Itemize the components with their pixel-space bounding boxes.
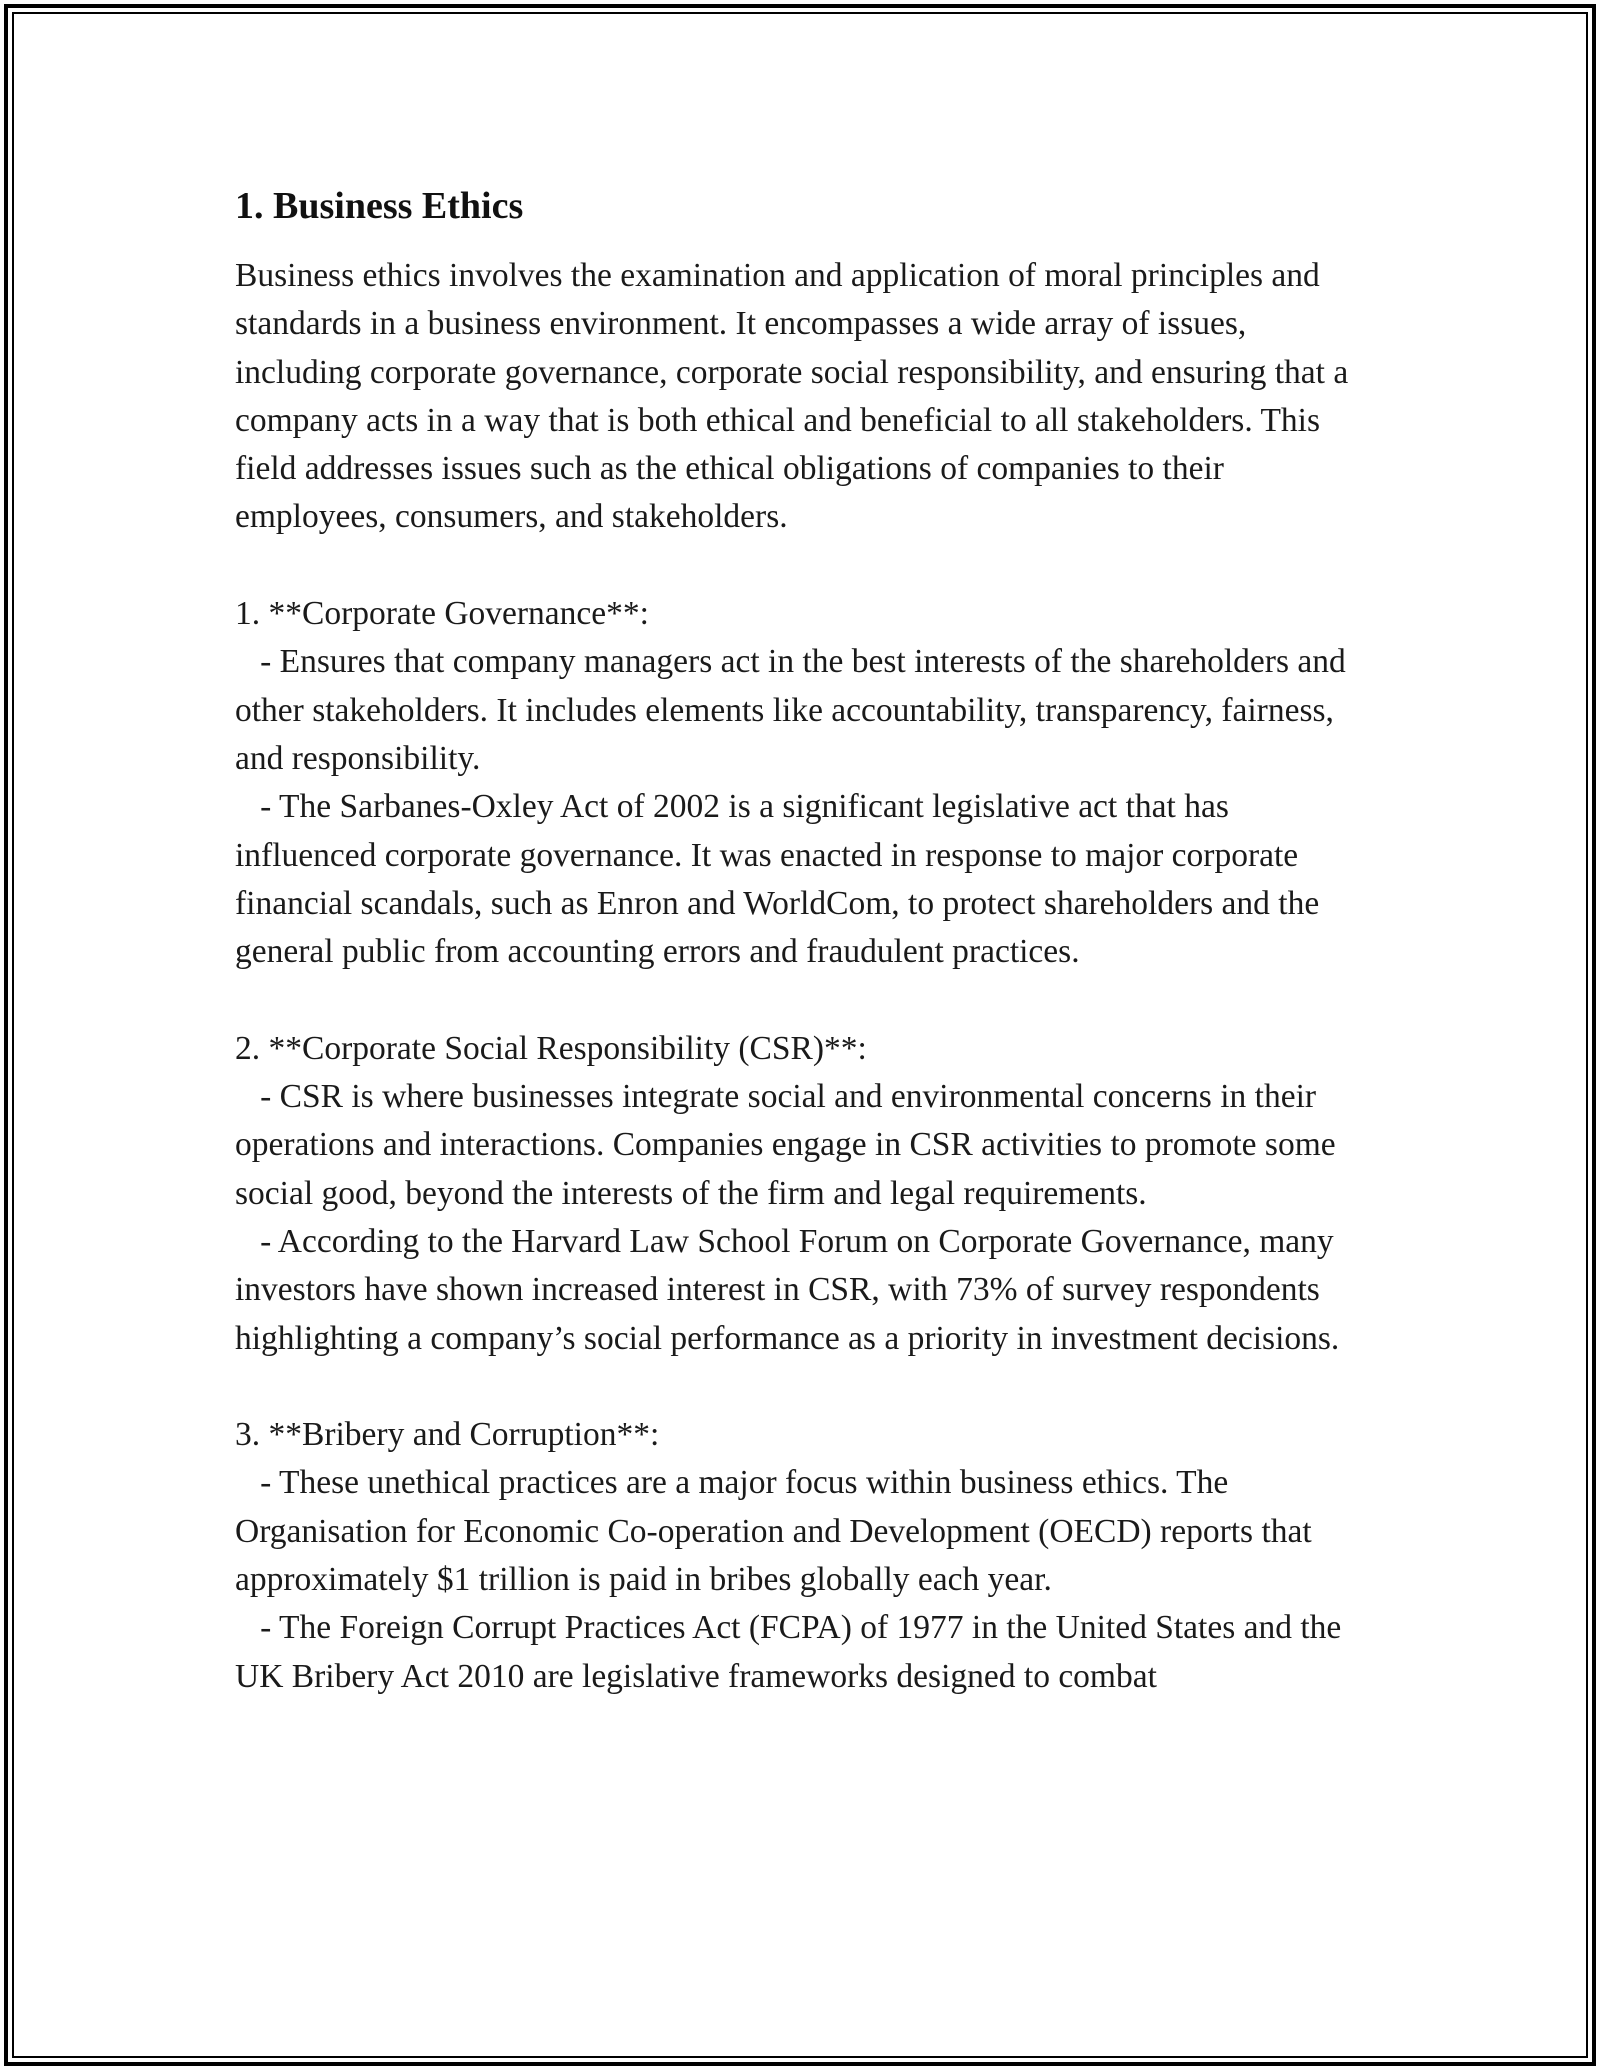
bullet-point: [235, 783, 1375, 976]
section-corporate-governance: [235, 590, 1375, 976]
section-heading: 1. Business Ethics: [235, 185, 524, 227]
bullet-text: - The Sarbanes-Oxley Act of 2002 is a significant legislative act that has influenced corporate governance. It was enacted in response to major corporate financial scandals, such as Enron and WorldCom, to protect shareholders and the general public from accounting errors and fraudulent practices.: [235, 788, 1320, 971]
section-bribery-corruption: [235, 1411, 1375, 1701]
bullet-point: [235, 1218, 1375, 1363]
intro-paragraph: Business ethics involves the examination and application of moral principles and standards in a business environment. It encompasses a wide array of issues, including corporate governance, corporate social responsibility, and ensuring that a company acts in a way that is both ethical and beneficial to all stakeholders. This field addresses issues such as the ethical obligations of companies to their employees, consumers, and stakeholders.: [235, 257, 1349, 536]
section-title: 1. **Corporate Governance**:: [235, 595, 649, 633]
bullet-text: - The Foreign Corrupt Practices Act (FCPA) of 1977 in the United States and the UK Bribery Act 2010 are legislative frameworks designed to combat: [235, 1609, 1342, 1695]
bullet-point: [235, 1459, 1375, 1604]
section-title: 3. **Bribery and Corruption**:: [235, 1416, 660, 1454]
bullet-point: [235, 1604, 1375, 1701]
bullet-text: - According to the Harvard Law School Forum on Corporate Governance, many investors have shown increased interest in CSR, with 73% of survey respondents highlighting a company’s social performance as a priority in investment decisions.: [235, 1222, 1340, 1357]
bullet-text: - Ensures that company managers act in the best interests of the shareholders and other stakeholders. It includes elements like accountability, transparency, fairness, and responsibility.: [235, 643, 1346, 777]
bullet-point: [235, 638, 1375, 783]
document-body: [235, 182, 1375, 1749]
bullet-text: - These unethical practices are a major focus within business ethics. The Organisation for Economic Co-operation and Development (OECD) reports that approximately $1 trillion is paid in bribes globally each year.: [235, 1464, 1312, 1599]
section-csr: [235, 1025, 1375, 1363]
bullet-text: - CSR is where businesses integrate social and environmental concerns in their operations and interactions. Companies engage in CSR activities to promote some social good, beyond the interests of the firm and legal requirements.: [235, 1078, 1336, 1212]
section-title: 2. **Corporate Social Responsibility (CSR)**:: [235, 1029, 867, 1067]
bullet-point: [235, 1073, 1375, 1218]
